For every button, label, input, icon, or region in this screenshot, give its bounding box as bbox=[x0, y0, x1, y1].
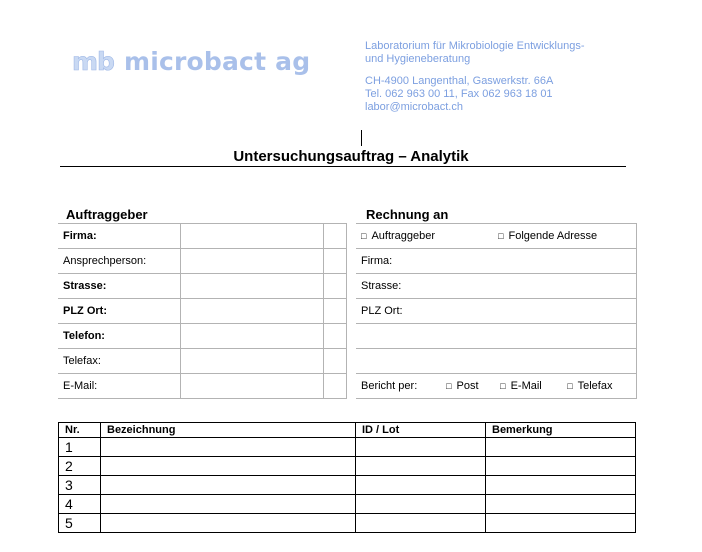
item-bezeichnung-cell[interactable] bbox=[101, 476, 356, 495]
billing-option-client[interactable] bbox=[361, 230, 495, 242]
table-gap bbox=[324, 324, 347, 349]
table-row bbox=[59, 495, 636, 514]
item-number: 3 bbox=[59, 476, 101, 495]
item-id-lot-cell[interactable] bbox=[356, 495, 486, 514]
table-row bbox=[59, 457, 636, 476]
billing-row-plz-ort bbox=[356, 299, 637, 324]
client-field-plz-ort[interactable] bbox=[181, 299, 324, 324]
item-bezeichnung-cell[interactable] bbox=[101, 495, 356, 514]
item-id-lot-cell[interactable] bbox=[356, 514, 486, 533]
billing-option-other[interactable] bbox=[498, 230, 597, 242]
text-cursor bbox=[361, 130, 362, 146]
lab-description-line1: Laboratorium für Mikrobiologie Entwicklungs- bbox=[365, 40, 585, 52]
billing-field-plz-ort[interactable]: PLZ Ort: bbox=[356, 299, 637, 324]
item-number: 5 bbox=[59, 514, 101, 533]
company-logo bbox=[72, 44, 310, 78]
item-bezeichnung-cell[interactable] bbox=[101, 438, 356, 457]
report-option-post-label: Post bbox=[456, 380, 479, 392]
items-header-bemerkung: Bemerkung bbox=[486, 423, 636, 438]
client-row-telefon bbox=[58, 324, 347, 349]
report-options bbox=[356, 374, 637, 399]
client-field-email[interactable] bbox=[181, 374, 324, 399]
item-bemerkung-cell[interactable] bbox=[486, 476, 636, 495]
table-gap bbox=[324, 274, 347, 299]
item-id-lot-cell[interactable] bbox=[356, 457, 486, 476]
billing-row-recipient bbox=[356, 224, 637, 249]
billing-field-strasse[interactable]: Strasse: bbox=[356, 274, 637, 299]
billing-option-client-label: Auftraggeber bbox=[371, 230, 436, 242]
client-label-telefax: Telefax: bbox=[58, 349, 181, 374]
client-row-plz-ort bbox=[58, 299, 347, 324]
item-number: 1 bbox=[59, 438, 101, 457]
table-gap bbox=[324, 349, 347, 374]
checkbox-icon[interactable]: □ bbox=[446, 381, 452, 391]
client-label-ansprechperson: Ansprechperson: bbox=[58, 249, 181, 274]
lab-description-line2: und Hygieneberatung bbox=[365, 53, 471, 65]
client-label-plz-ort: PLZ Ort: bbox=[58, 299, 181, 324]
checkbox-icon[interactable]: □ bbox=[498, 231, 504, 241]
billing-field-empty[interactable] bbox=[356, 324, 637, 349]
item-bemerkung-cell[interactable] bbox=[486, 495, 636, 514]
item-bezeichnung-cell[interactable] bbox=[101, 457, 356, 476]
items-table bbox=[58, 422, 636, 533]
items-header-bezeichnung: Bezeichnung bbox=[101, 423, 356, 438]
client-label-email: E-Mail: bbox=[58, 374, 181, 399]
report-option-fax-label: Telefax bbox=[577, 380, 613, 392]
report-option-post[interactable] bbox=[446, 380, 497, 392]
items-header-id-lot: ID / Lot bbox=[356, 423, 486, 438]
billing-table bbox=[356, 223, 637, 399]
client-field-telefax[interactable] bbox=[181, 349, 324, 374]
table-row bbox=[59, 476, 636, 495]
page-title: Untersuchungsauftrag – Analytik bbox=[233, 148, 469, 165]
checkbox-icon[interactable]: □ bbox=[361, 231, 367, 241]
client-field-strasse[interactable] bbox=[181, 274, 324, 299]
client-label-telefon: Telefon: bbox=[58, 324, 181, 349]
client-field-telefon[interactable] bbox=[181, 324, 324, 349]
client-table bbox=[58, 223, 347, 399]
table-gap bbox=[324, 299, 347, 324]
billing-option-other-label: Folgende Adresse bbox=[508, 230, 598, 242]
billing-row-report bbox=[356, 374, 637, 399]
client-label-strasse: Strasse: bbox=[58, 274, 181, 299]
logo-mark: mb bbox=[72, 46, 114, 76]
billing-field-empty[interactable] bbox=[356, 349, 637, 374]
client-row-telefax bbox=[58, 349, 347, 374]
client-field-firma[interactable] bbox=[181, 224, 324, 249]
items-header-row bbox=[59, 423, 636, 438]
table-row bbox=[59, 514, 636, 533]
checkbox-icon[interactable]: □ bbox=[500, 381, 506, 391]
billing-row-strasse bbox=[356, 274, 637, 299]
report-label: Bericht per: bbox=[361, 380, 418, 392]
billing-row-firma bbox=[356, 249, 637, 274]
billing-heading: Rechnung an bbox=[366, 207, 449, 222]
checkbox-icon[interactable]: □ bbox=[567, 381, 573, 391]
lab-email[interactable]: labor@microbact.ch bbox=[365, 101, 463, 113]
item-bezeichnung-cell[interactable] bbox=[101, 514, 356, 533]
report-option-email[interactable] bbox=[500, 380, 564, 392]
billing-row-empty-1 bbox=[356, 324, 637, 349]
item-bemerkung-cell[interactable] bbox=[486, 514, 636, 533]
lab-phone: Tel. 062 963 00 11, Fax 062 963 18 01 bbox=[365, 88, 553, 100]
table-gap bbox=[324, 249, 347, 274]
client-row-ansprechperson bbox=[58, 249, 347, 274]
title-divider bbox=[60, 166, 626, 167]
item-bemerkung-cell[interactable] bbox=[486, 438, 636, 457]
client-heading: Auftraggeber bbox=[66, 207, 148, 222]
item-number: 2 bbox=[59, 457, 101, 476]
table-row bbox=[59, 438, 636, 457]
billing-field-firma[interactable]: Firma: bbox=[356, 249, 637, 274]
report-option-email-label: E-Mail bbox=[510, 380, 542, 392]
logo-name: microbact ag bbox=[123, 46, 311, 76]
client-row-firma bbox=[58, 224, 347, 249]
table-gap bbox=[324, 374, 347, 399]
item-bemerkung-cell[interactable] bbox=[486, 457, 636, 476]
item-number: 4 bbox=[59, 495, 101, 514]
item-id-lot-cell[interactable] bbox=[356, 438, 486, 457]
report-option-fax[interactable] bbox=[567, 380, 612, 392]
client-label-firma: Firma: bbox=[58, 224, 181, 249]
billing-recipient-options bbox=[356, 224, 637, 249]
billing-row-empty-2 bbox=[356, 349, 637, 374]
lab-address: CH-4900 Langenthal, Gaswerkstr. 66A bbox=[365, 75, 554, 87]
item-id-lot-cell[interactable] bbox=[356, 476, 486, 495]
client-row-email bbox=[58, 374, 347, 399]
table-gap bbox=[324, 224, 347, 249]
items-header-nr: Nr. bbox=[59, 423, 101, 438]
client-field-ansprechperson[interactable] bbox=[181, 249, 324, 274]
client-row-strasse bbox=[58, 274, 347, 299]
